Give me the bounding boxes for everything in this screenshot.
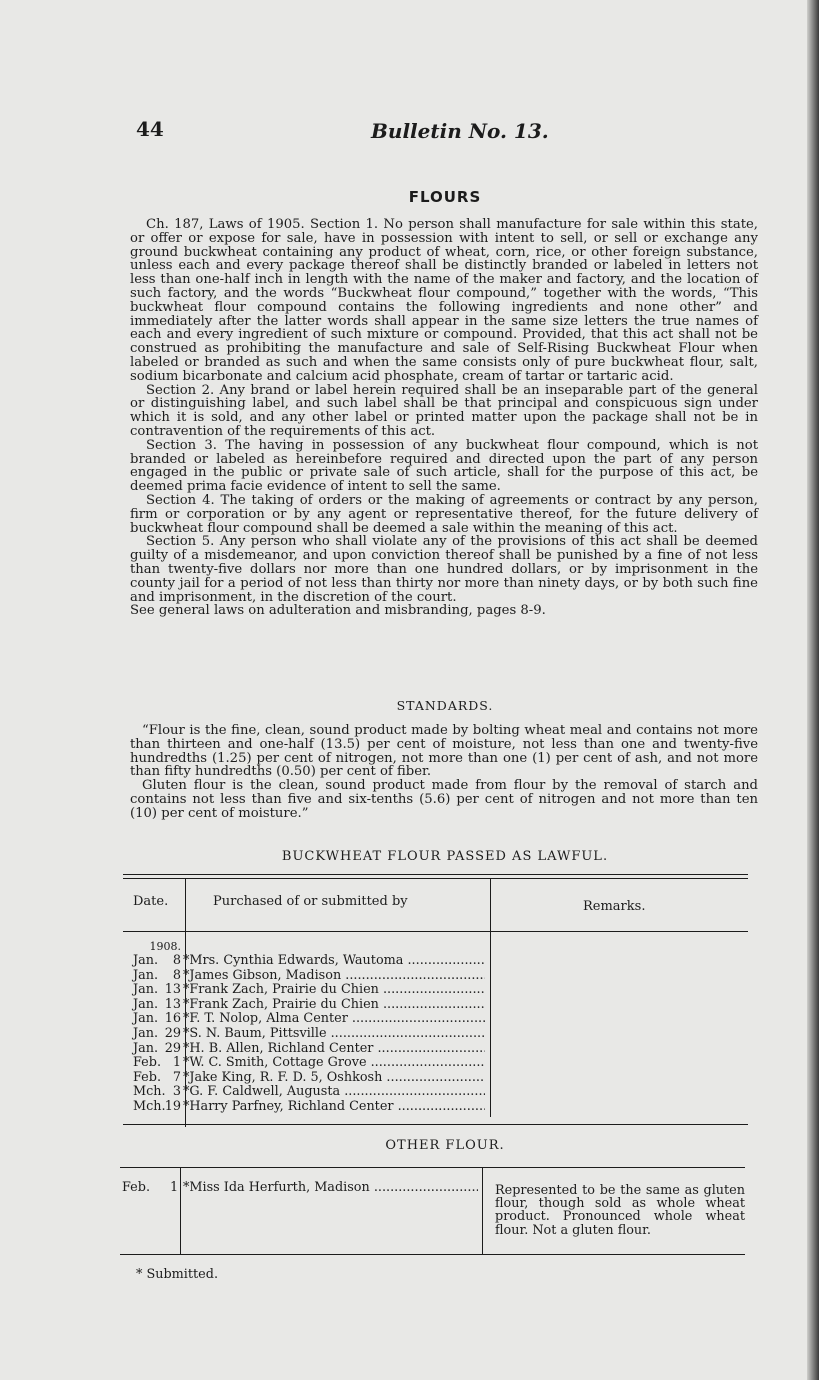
row-submitter: *Jake King, R. F. D. 5, Oshkosh .....	[183, 1071, 485, 1086]
row-month: Jan.	[133, 1025, 159, 1041]
column-divider	[482, 1167, 483, 1254]
row-day: 16	[164, 1011, 181, 1027]
row-remarks: Represented to be the same as gluten flour, though sold as whole wheat product. Pronounced whole wheat flour. Not a gluten flour.	[495, 1183, 745, 1238]
page-number: 44	[136, 117, 164, 141]
table-bottom-rule	[123, 1124, 748, 1125]
law-paragraph: Section 5. Any person who shall violate any of the provisions of this act shall be deemed guilty of a misdemeanor, and upon conviction thereof shall be punished by a fine of not less than twenty-five dollars nor more than one hundred dollars, or by imprisonment in the county jail for a period of not less than thirty nor more than ninety days, or by both such fine and imprisonment, in the discretion of the court.	[130, 534, 758, 605]
row-month: Feb.	[133, 1069, 162, 1085]
row-month: Jan.	[133, 953, 159, 968]
row-month: Jan.	[133, 967, 159, 983]
law-text	[130, 218, 758, 618]
table-top-rule	[120, 1167, 745, 1168]
row-day: 13	[164, 982, 181, 998]
law-paragraph: See general laws on adulteration and misbranding, pages 8-9.	[130, 603, 546, 619]
row-submitter: *Miss Ida Herfurth, Madison .....	[183, 1181, 478, 1196]
section-title: FLOURS	[408, 188, 482, 206]
row-day: 8	[172, 953, 181, 968]
row-month: Jan.	[133, 982, 159, 998]
buckwheat-table	[123, 874, 748, 1126]
page-header	[136, 117, 549, 147]
header-rule	[123, 931, 748, 932]
row-day: 19	[164, 1098, 181, 1114]
running-title: Bulletin No. 13.	[371, 119, 549, 143]
header-date: Date.	[133, 894, 169, 909]
row-month: Jan.	[133, 1011, 159, 1027]
standards-title: STANDARDS.	[396, 698, 494, 713]
table-row	[123, 1056, 493, 1071]
table-row	[123, 954, 493, 969]
row-day: 7	[172, 1069, 181, 1085]
table-row	[123, 1027, 493, 1042]
row-month: Feb.	[133, 1055, 162, 1071]
row-month: Mch.	[133, 1098, 166, 1114]
footnote: * Submitted.	[136, 1267, 219, 1282]
row-submitter: *Mrs. Cynthia Edwards, Wautoma .....	[183, 954, 485, 969]
header-remarks: Remarks.	[583, 899, 646, 914]
other-flour-title: OTHER FLOUR.	[385, 1138, 505, 1153]
table-row	[123, 1042, 493, 1057]
row-day: 29	[164, 1025, 181, 1041]
row-day: 13	[164, 996, 181, 1012]
row-submitter: *James Gibson, Madison .....	[183, 969, 485, 984]
row-month: Jan.	[133, 1040, 159, 1056]
row-submitter: *Frank Zach, Prairie du Chien .....	[183, 998, 485, 1013]
row-month: Mch.	[133, 1084, 166, 1100]
row-day: 8	[172, 967, 181, 983]
row-day: 1	[172, 1055, 181, 1071]
standards-text	[130, 724, 758, 821]
row-submitter: *F. T. Nolop, Alma Center .....	[183, 1012, 485, 1027]
standards-paragraph: “Flour is the fine, clean, sound product made by bolting wheat meal and contains not more than thirteen and one-half (13.5) per cent of moisture, not less than one and twenty-five hundredths (1.25) per cent of nitrogen, not more than one (1) per cent of ash, and not more than fifty hundredths (0.50) per cent of fiber.	[130, 723, 758, 780]
other-flour-table	[120, 1167, 745, 1257]
table-bottom-rule	[120, 1254, 745, 1255]
column-divider	[180, 1167, 181, 1254]
header-purchased: Purchased of or submitted by	[213, 894, 408, 909]
row-day: 1	[170, 1180, 179, 1195]
table-row	[123, 969, 493, 984]
row-month: Feb.	[122, 1180, 151, 1195]
row-submitter: *Harry Parfney, Richland Center .....	[183, 1100, 485, 1115]
table-top-rule	[123, 874, 748, 879]
table-row	[123, 998, 493, 1013]
row-month: Jan.	[133, 996, 159, 1012]
law-paragraph: Section 3. The having in possession of any buckwheat flour compound, which is not branded or labeled as hereinbefore required and directed upon the part of any person engaged in the public or private sale of such article, shall for the purpose of this act, be deemed prima facie evidence of intent to sell the same.	[130, 437, 758, 495]
row-submitter: *G. F. Caldwell, Augusta .....	[183, 1085, 485, 1100]
row-submitter: *H. B. Allen, Richland Center .....	[183, 1042, 485, 1057]
law-paragraph: Ch. 187, Laws of 1905. Section 1. No person shall manufacture for sale within this state, or offer or expose for sale, have in possession with intent to sell, or sell or exchange any ground buckwheat containing any product of wheat, corn, rice, or other foreign substance, unless each and every package thereof shall be distinctly branded or labeled in letters not less than one-half inch in length with the name of the maker and factory, and the location of such factory, and the words “Buckwheat flour compound,” together with the words, “This buckwheat flour compound contains the following ingredients and none other” and immediately after the latter words shall appear in the same size letters the true names of each and every ingredient of such mixture or compound. Provided, that this act shall not be construed as prohibiting the manufacture and sale of Self-Rising Buckwheat Flour when labeled or branded as such and when the same consists only of pure buckwheat flour, salt, sodium bicarbonate and calcium acid phosphate, cream of tartar or tartaric acid.	[130, 217, 758, 384]
law-paragraph: Section 2. Any brand or label herein required shall be an inseparable part of the general or distinguishing label, and such label shall be that principal and conspicuous sign under which it is sold, and any other label or printed matter upon the package shall not be in contravention of the requirements of this act.	[130, 382, 758, 439]
table-rows	[123, 954, 493, 1115]
table-row	[123, 1012, 493, 1027]
row-submitter: *Frank Zach, Prairie du Chien .....	[183, 983, 485, 998]
row-day: 3	[172, 1084, 181, 1100]
buckwheat-table-title: BUCKWHEAT FLOUR PASSED AS LAWFUL.	[281, 849, 609, 864]
table-year: 1908.	[149, 940, 181, 953]
table-row	[123, 1071, 493, 1086]
table-row	[123, 1085, 493, 1100]
table-row	[123, 983, 493, 998]
page-edge-shadow	[807, 0, 819, 1380]
table-row	[123, 1100, 493, 1115]
standards-paragraph: Gluten flour is the clean, sound product made from flour by the removal of starch and contains not less than five and six-tenths (5.6) per cent of nitrogen and not more than ten (10) per cent of moisture.”	[130, 778, 758, 821]
row-day: 29	[164, 1040, 181, 1056]
row-submitter: *S. N. Baum, Pittsville .....	[183, 1027, 485, 1042]
law-paragraph: Section 4. The taking of orders or the making of agreements or contract by any person, firm or corporation or by any agent or representative thereof, for the future delivery of buckwheat flour compound shall be deemed a sale within the meaning of this act.	[130, 492, 758, 536]
row-submitter: *W. C. Smith, Cottage Grove .....	[183, 1056, 485, 1071]
